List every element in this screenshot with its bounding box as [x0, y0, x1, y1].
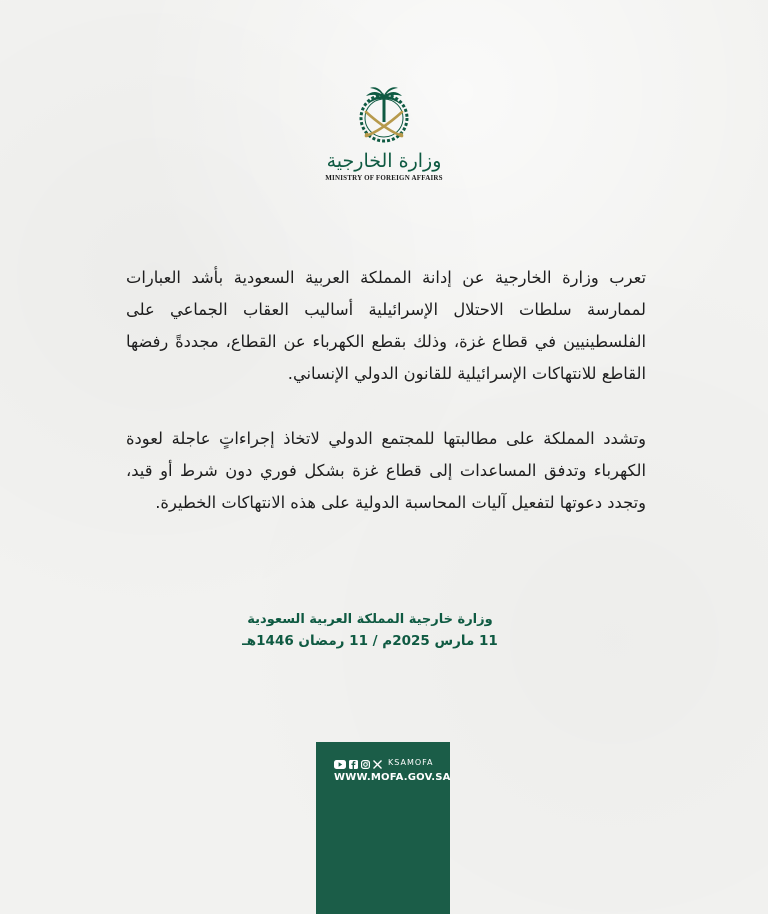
ministry-name-english: MINISTRY OF FOREIGN AFFAIRS [325, 174, 443, 182]
statement-body [126, 262, 646, 519]
palm-swords-emblem-icon [354, 84, 414, 148]
social-links [334, 757, 433, 769]
statement-paragraph-2: وتشدد المملكة على مطالبتها للمجتمع الدولي لاتخاذ إجراءاتٍ عاجلة لعودة الكهرباء وتدفق المساعدات إلى قطاع غزة بشكل فوري دون شرط أو قيد، وتجدد دعوتها لتفعيل آليات المحاسبة الدولية على هذه الانتهاكات الخطيرة. [126, 429, 646, 512]
instagram-icon[interactable] [361, 754, 370, 773]
website-link[interactable]: WWW.MOFA.GOV.SA [334, 772, 451, 783]
youtube-icon[interactable] [334, 754, 346, 773]
statement-paragraph-1: تعرب وزارة الخارجية عن إدانة المملكة العربية السعودية بأشد العبارات لممارسة سلطات الاحتلال الإسرائيلية أساليب العقاب الجماعي على الفلسطينيين في قطاع غزة، وذلك بقطع الكهرباء عن القطاع، مجددةً رفضها القاطع للانتهاكات الإسرائيلية للقانون الدولي الإنساني. [126, 268, 646, 383]
x-icon[interactable] [373, 754, 382, 773]
issuer-name: وزارة خارجية المملكة العربية السعودية [247, 612, 493, 627]
ministry-logo [324, 84, 444, 192]
facebook-icon[interactable] [349, 754, 358, 773]
statement-date: 11 مارس 2025م / 11 رمضان 1446هـ [242, 633, 498, 649]
ministry-name-arabic: وزارة الخارجية [326, 150, 442, 172]
signature-block [230, 610, 510, 652]
social-handle[interactable]: KSAMOFA [388, 758, 434, 767]
footer-box [316, 742, 450, 914]
